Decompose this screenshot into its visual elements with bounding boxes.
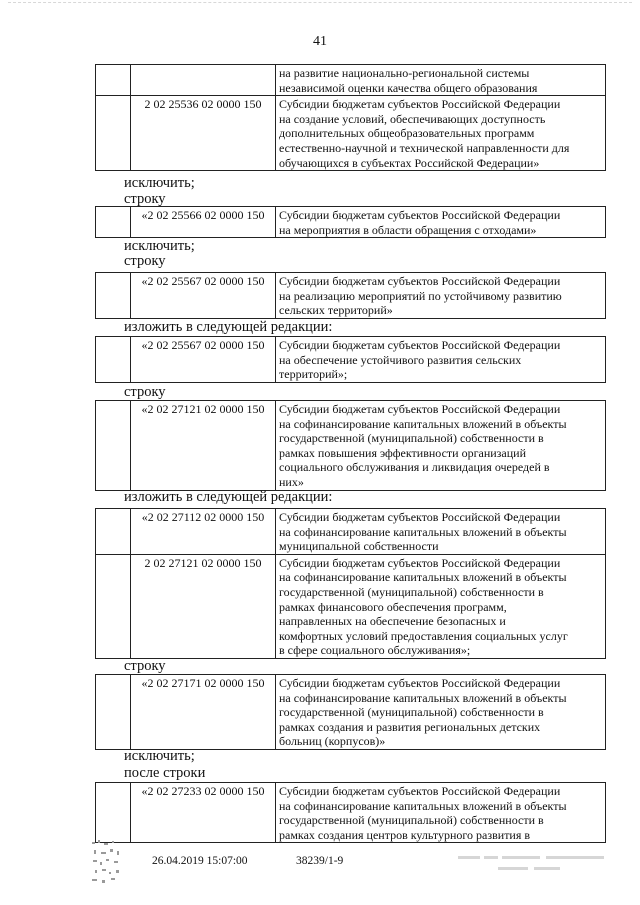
description-line: на софинансирование капитальных вложений в объекты: [279, 690, 567, 705]
instruction-text: исключить;: [124, 238, 195, 254]
description-line: Субсидии бюджетам субъектов Российской Федерации: [279, 208, 561, 222]
budget-code-table: [95, 400, 606, 491]
budget-code-table: [95, 64, 606, 171]
description-line: Субсидии бюджетам субъектов Российской Федерации: [279, 274, 561, 288]
budget-code-cell: [131, 65, 276, 96]
subsidy-description-cell: [276, 675, 606, 750]
faint-registration-stamp-icon: [454, 852, 610, 876]
description-line: Субсидии бюджетам субъектов Российской Федерации: [279, 510, 561, 524]
description-line: на обеспечение устойчивого развития сельских: [279, 352, 522, 367]
instruction-text: изложить в следующей редакции:: [124, 489, 333, 505]
instruction-text: строку: [124, 253, 166, 269]
budget-code-cell: «2 02 27233 02 0000 150: [131, 783, 276, 843]
empty-cell: [96, 554, 131, 658]
table-row: [96, 401, 606, 491]
description-line: государственной (муниципальной) собственности в: [279, 431, 544, 446]
empty-cell: [96, 783, 131, 843]
description-line: Субсидии бюджетам субъектов Российской Федерации: [279, 97, 561, 112]
instruction-text: строку: [124, 191, 166, 207]
description-line: на софинансирование капитальных вложений в объекты: [279, 570, 567, 585]
budget-code-table: [95, 206, 606, 238]
description-line: на софинансирование капитальных вложений в объекты: [279, 798, 567, 813]
subsidy-description-cell: [276, 96, 606, 171]
description-line: на софинансирование капитальных вложений в объекты: [279, 524, 567, 539]
description-line: на реализацию мероприятий по устойчивому развитию: [279, 288, 562, 303]
table-row: [96, 273, 606, 319]
table-row: [96, 207, 606, 238]
instruction-text: после строки: [124, 765, 206, 781]
budget-code-cell: «2 02 27121 02 0000 150: [131, 401, 276, 491]
description-line: больниц (корпусов)»: [279, 734, 386, 749]
description-line: государственной (муниципальной) собственности в: [279, 813, 544, 828]
empty-cell: [96, 509, 131, 555]
budget-code-cell: 2 02 27121 02 0000 150: [131, 554, 276, 658]
instruction-text: изложить в следующей редакции:: [124, 319, 333, 335]
description-line: на развитие национально-региональной системы: [279, 66, 530, 80]
table-row: [96, 509, 606, 555]
subsidy-description-cell: [276, 207, 606, 238]
budget-code-cell: «2 02 25567 02 0000 150: [131, 337, 276, 383]
description-line: естественно-научной и технической направленности для: [279, 140, 570, 155]
description-line: в сфере социального обслуживания»;: [279, 643, 471, 658]
empty-cell: [96, 96, 131, 171]
instruction-text: исключить;: [124, 748, 195, 764]
page-number: 41: [313, 34, 327, 49]
description-line: на софинансирование капитальных вложений в объекты: [279, 416, 567, 431]
budget-code-cell: «2 02 25567 02 0000 150: [131, 273, 276, 319]
budget-code-table: [95, 336, 606, 383]
table-row: [96, 65, 606, 96]
empty-cell: [96, 337, 131, 383]
table-row: [96, 337, 606, 383]
description-line: дополнительных общеобразовательных программ: [279, 126, 535, 141]
description-line: рамках повышения эффективности организаций: [279, 445, 527, 460]
description-line: территорий»;: [279, 367, 348, 382]
subsidy-description-cell: [276, 273, 606, 319]
instruction-text: строку: [124, 384, 166, 400]
description-line: Субсидии бюджетам субъектов Российской Федерации: [279, 676, 561, 690]
description-line: государственной (муниципальной) собственности в: [279, 705, 544, 720]
description-line: муниципальной собственности: [279, 539, 439, 554]
description-line: них»: [279, 474, 304, 489]
description-line: направленных на обеспечение безопасных и: [279, 614, 506, 629]
empty-cell: [96, 675, 131, 750]
description-line: Субсидии бюджетам субъектов Российской Федерации: [279, 402, 561, 416]
subsidy-description-cell: [276, 783, 606, 843]
table-row: [96, 96, 606, 171]
description-line: социального обслуживания и ликвидация очередей в: [279, 460, 550, 475]
empty-cell: [96, 65, 131, 96]
empty-cell: [96, 401, 131, 491]
description-line: рамках создания и развития региональных детских: [279, 719, 541, 734]
description-line: на создание условий, обеспечивающих доступность: [279, 111, 546, 126]
subsidy-description-cell: [276, 337, 606, 383]
description-line: рамках финансового обеспечения программ,: [279, 599, 507, 614]
budget-code-cell: «2 02 25566 02 0000 150: [131, 207, 276, 238]
instruction-text: исключить;: [124, 175, 195, 191]
table-row: [96, 554, 606, 658]
description-line: независимой оценки качества общего образования: [279, 80, 538, 95]
table-row: [96, 783, 606, 843]
empty-cell: [96, 273, 131, 319]
description-line: Субсидии бюджетам субъектов Российской Федерации: [279, 338, 561, 352]
table-row: [96, 675, 606, 750]
budget-code-table: [95, 674, 606, 750]
budget-code-table: [95, 782, 606, 843]
budget-code-cell: «2 02 27171 02 0000 150: [131, 675, 276, 750]
subsidy-description-cell: [276, 509, 606, 555]
description-line: государственной (муниципальной) собственности в: [279, 584, 544, 599]
description-line: Субсидии бюджетам субъектов Российской Федерации: [279, 555, 561, 570]
footer-date: 26.04.2019 15:07:00: [152, 855, 248, 867]
description-line: Субсидии бюджетам субъектов Российской Федерации: [279, 784, 561, 798]
description-line: сельских территорий»: [279, 303, 393, 318]
budget-code-table: [95, 272, 606, 319]
description-line: рамках создания центров культурного развития в: [279, 827, 531, 842]
budget-code-cell: 2 02 25536 02 0000 150: [131, 96, 276, 171]
budget-code-table: [95, 508, 606, 659]
description-line: обучающихся в субъектах Российской Федерации»: [279, 155, 540, 170]
instruction-text: строку: [124, 658, 166, 674]
barcode-stamp-icon: [90, 838, 124, 886]
budget-code-cell: «2 02 27112 02 0000 150: [131, 509, 276, 555]
description-line: на мероприятия в области обращения с отходами»: [279, 222, 537, 237]
subsidy-description-cell: [276, 401, 606, 491]
description-line: комфортных условий предоставления социальных услуг: [279, 628, 568, 643]
subsidy-description-cell: [276, 65, 606, 96]
footer-document-code: 38239/1-9: [296, 855, 344, 867]
empty-cell: [96, 207, 131, 238]
scan-top-border: [8, 2, 632, 4]
subsidy-description-cell: [276, 554, 606, 658]
